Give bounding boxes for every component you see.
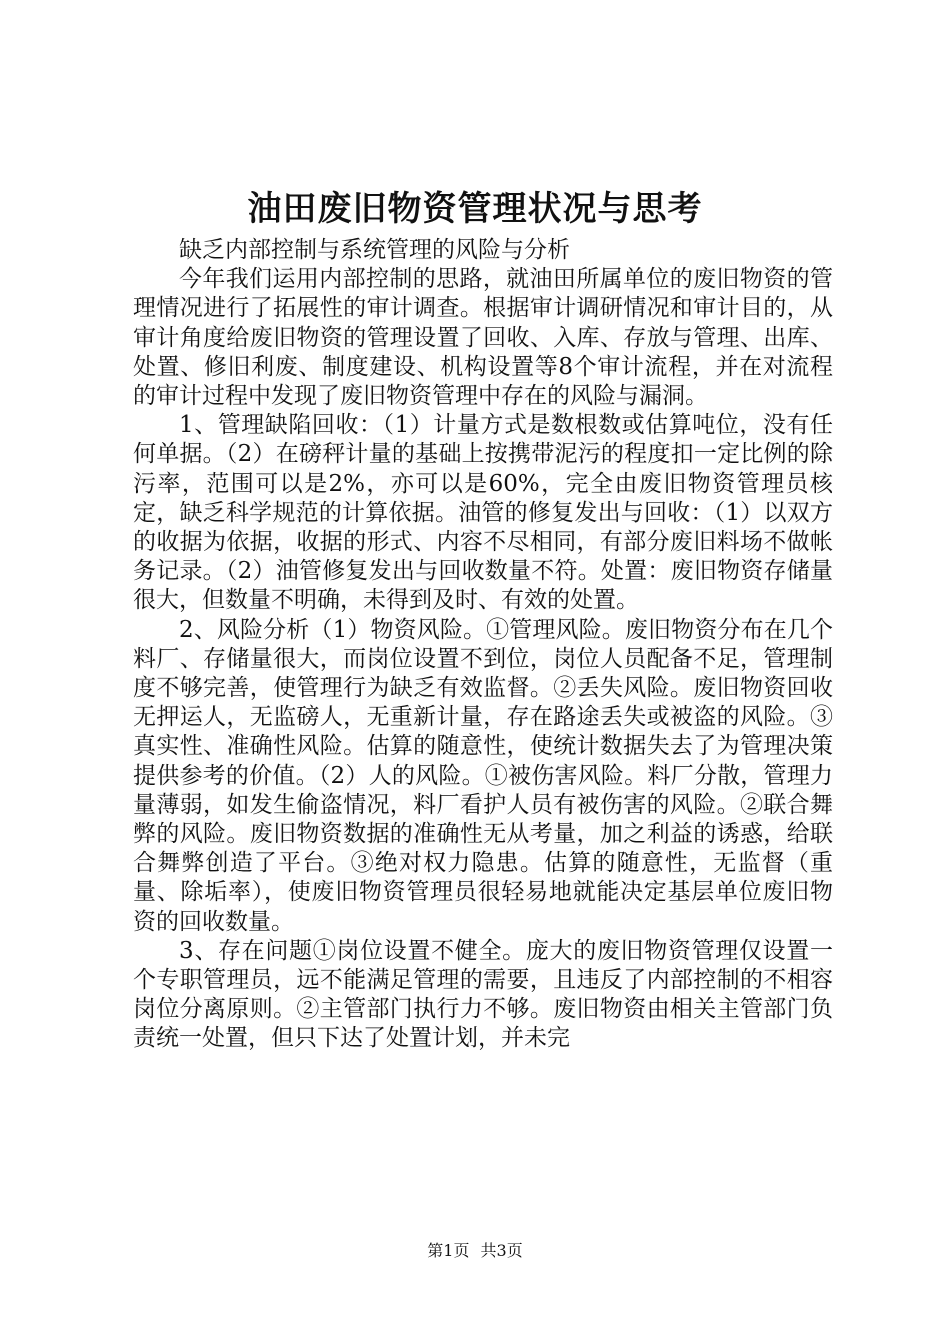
page-number: 第1页 (427, 1241, 470, 1260)
section-heading: 缺乏内部控制与系统管理的风险与分析 (179, 237, 570, 263)
document-title: 油田废旧物资管理状况与思考 (247, 189, 703, 229)
page-footer (0, 1240, 950, 1262)
document-body (133, 236, 833, 1054)
page-total: 共3页 (480, 1241, 523, 1260)
paragraph-intro: 今年我们运用内部控制的思路，就油田所属单位的废旧物资的管理情况进行了拓展性的审计调查。根据审计调研情况和审计目的，从审计角度给废旧物资的管理设置了回收、入库、存放与管理、出库、处置、修旧利废、制度建设、机构设置等8个审计流程，并在对流程的审计过程中发现了废旧物资管理中存在的风险与漏洞。 (133, 266, 833, 410)
paragraph-existing-problems: 3、存在问题①岗位设置不健全。庞大的废旧物资管理仅设置一个专职管理员，远不能满足管理的需要，且违反了内部控制的不相容岗位分离原则。②主管部门执行力不够。废旧物资由相关主管部门负责统一处置，但只下达了处置计划，并未完 (133, 937, 833, 1052)
paragraph-management-defects: 1、管理缺陷回收：（1）计量方式是数根数或估算吨位，没有任何单据。（2）在磅秤计量的基础上按携带泥污的程度扣一定比例的除污率，范围可以是2%，亦可以是60%，完全由废旧物资管理员核定，缺乏科学规范的计算依据。油管的修复发出与回收：（1）以双方的收据为依据，收据的形式、内容不尽相同，有部分废旧料场不做帐务记录。（2）油管修复发出与回收数量不符。处置：废旧物资存储量很大，但数量不明确，未得到及时、有效的处置。 (133, 412, 833, 614)
paragraph-risk-analysis: 2、风险分析（1）物资风险。①管理风险。废旧物资分布在几个料厂、存储量很大，而岗位设置不到位，岗位人员配备不足，管理制度不够完善，使管理行为缺乏有效监督。②丢失风险。废旧物资回收无押运人，无监磅人，无重新计量，存在路途丢失或被盗的风险。③真实性、准确性风险。估算的随意性，使统计数据失去了为管理决策提供参考的价值。（2）人的风险。①被伤害风险。料厂分散，管理力量薄弱，如发生偷盗情况，料厂看护人员有被伤害的风险。②联合舞弊的风险。废旧物资数据的准确性无从考量，加之利益的诱惑，给联合舞弊创造了平台。③绝对权力隐患。估算的随意性，无监督（重量、除垢率），使废旧物资管理员很轻易地就能决定基层单位废旧物资的回收数量。 (133, 616, 833, 935)
